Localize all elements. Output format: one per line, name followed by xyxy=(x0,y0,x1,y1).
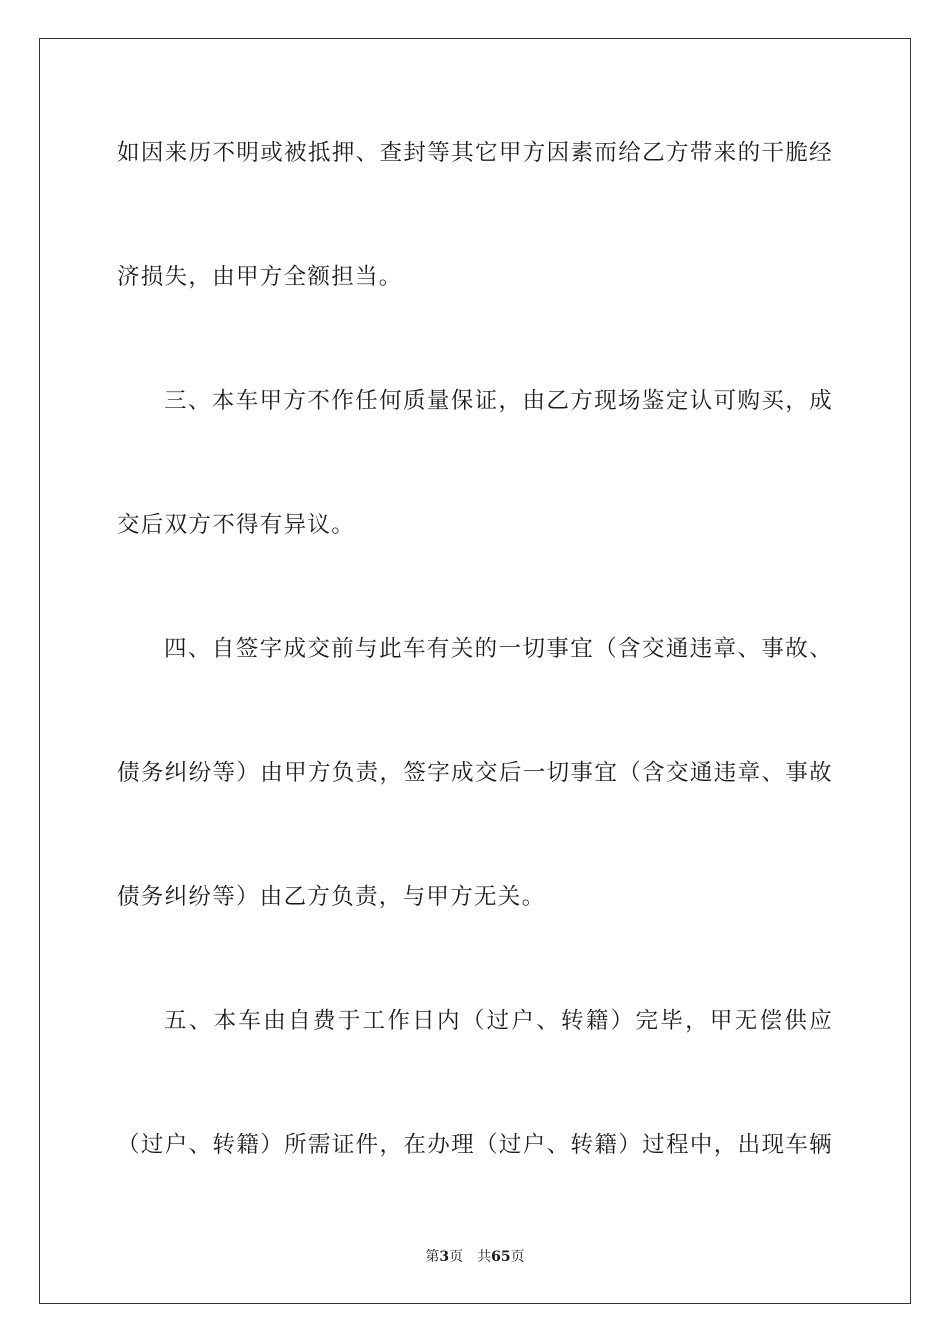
paragraph-line-2: 济损失，由甲方全额担当。 xyxy=(117,264,403,290)
paragraph-line-4: 交后双方不得有异议。 xyxy=(117,512,356,538)
page-footer xyxy=(0,1247,950,1267)
page-suffix: 页 xyxy=(449,1249,464,1265)
page-prefix: 第 xyxy=(425,1249,440,1265)
paragraph-line-3: 三、本车甲方不作任何质量保证，由乙方现场鉴定认可购买，成 xyxy=(164,388,833,414)
paragraph-line-9: （过户、转籍）所需证件，在办理（过户、转籍）过程中，出现车辆 xyxy=(117,1132,833,1158)
paragraph-line-8: 五、本车由自费于工作日内（过户、转籍）完毕，甲无偿供应 xyxy=(164,1008,833,1034)
page-border xyxy=(39,38,911,1304)
total-pages: 65 xyxy=(491,1249,511,1265)
paragraph-line-6: 债务纠纷等）由甲方负责，签字成交后一切事宜（含交通违章、事故 xyxy=(117,760,833,786)
paragraph-line-5: 四、自签字成交前与此车有关的一切事宜（含交通违章、事故、 xyxy=(164,636,833,662)
paragraph-line-7: 债务纠纷等）由乙方负责，与甲方无关。 xyxy=(117,884,546,910)
total-suffix: 页 xyxy=(510,1249,525,1265)
total-prefix: 共 xyxy=(477,1249,492,1265)
paragraph-line-1: 如因来历不明或被抵押、查封等其它甲方因素而给乙方带来的干脆经 xyxy=(117,140,833,166)
page-number: 3 xyxy=(439,1249,450,1265)
